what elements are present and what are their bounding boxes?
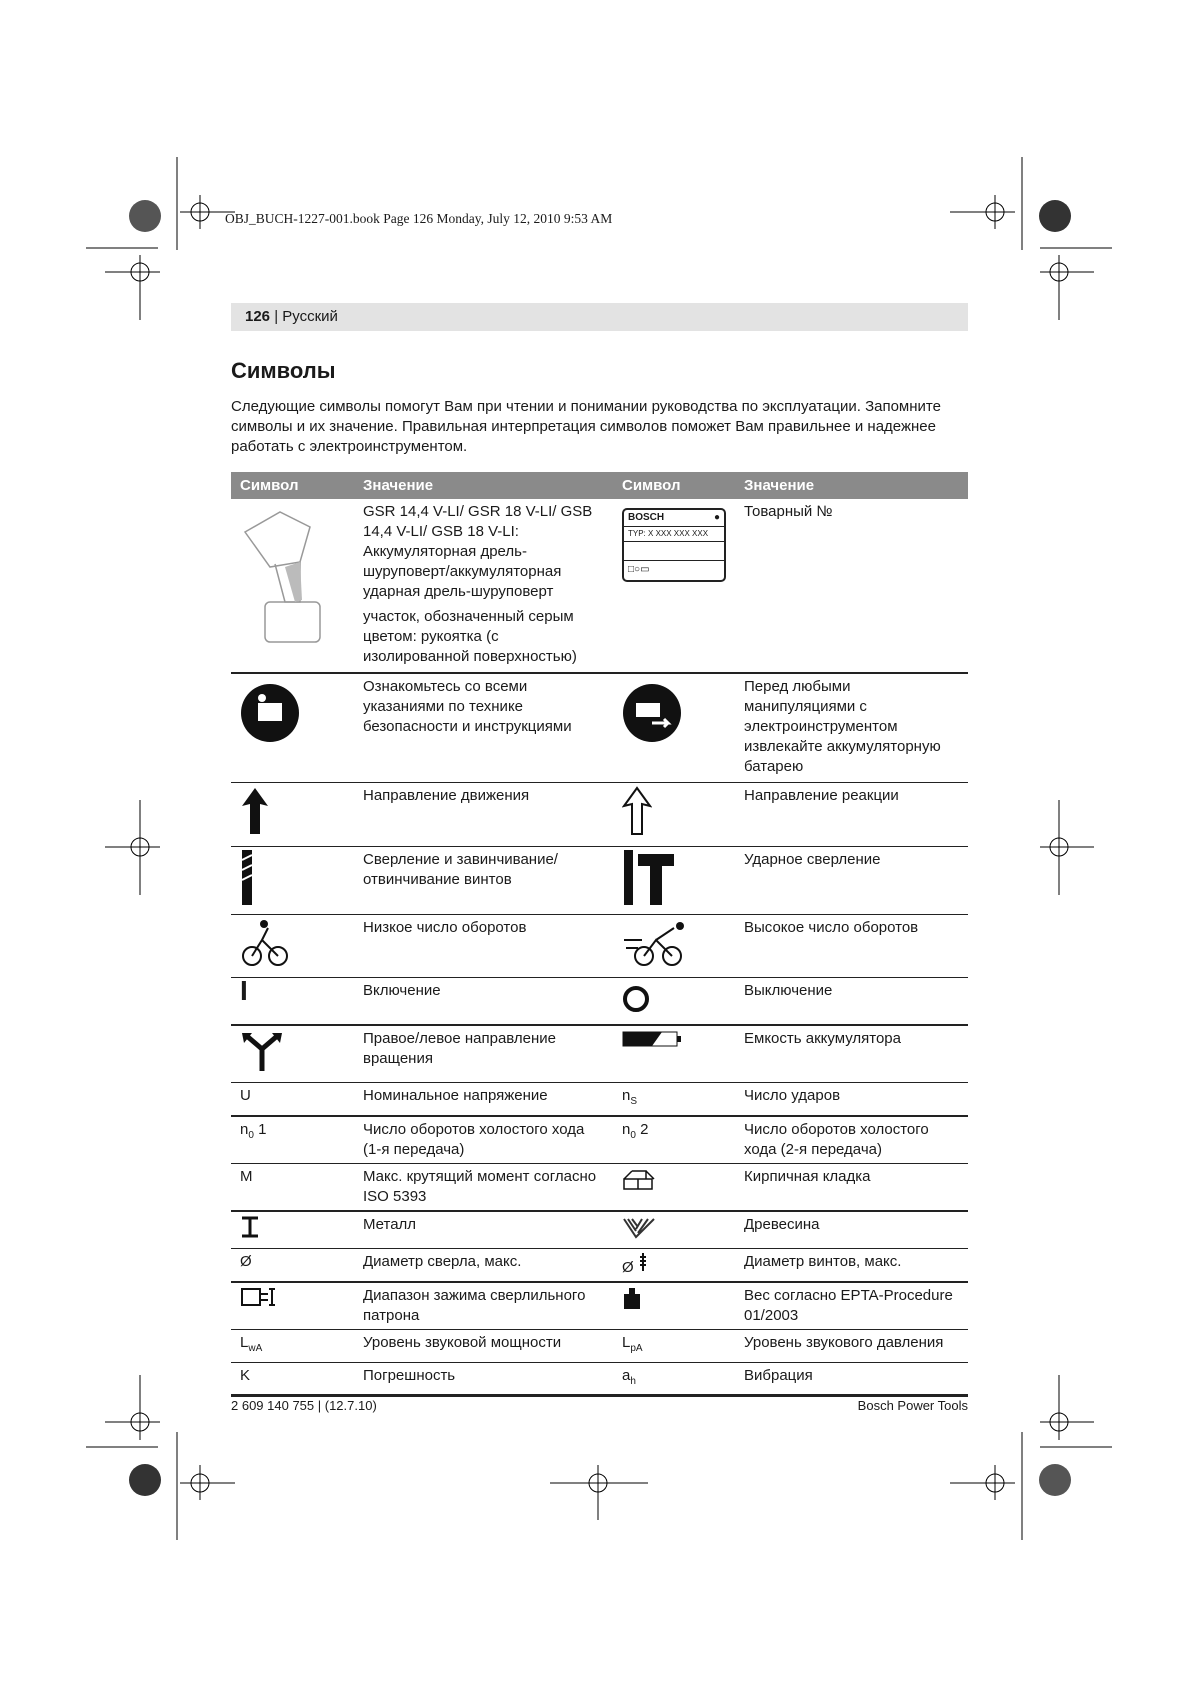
meaning: Емкость аккумулятора — [735, 1025, 968, 1083]
meaning: Число оборотов холостого хода (1-я передача) — [354, 1116, 613, 1164]
label-brand: BOSCH — [628, 512, 665, 523]
meaning: Вес согласно EPTA-Procedure 01/2003 — [735, 1282, 968, 1330]
symbol: $n_0$ 1 — [231, 1116, 354, 1164]
grip-note: участок, обозначенный серым цветом: рукоятка (с изолированной поверхностью) — [363, 608, 577, 665]
symbol: $n_0$ 2 — [613, 1116, 735, 1164]
footer-divider — [231, 1394, 968, 1395]
read-manual-icon — [240, 683, 300, 743]
table-row — [231, 499, 968, 673]
high-speed-bicycle-icon — [622, 918, 687, 968]
meaning: Товарный № — [735, 499, 968, 673]
remove-battery-icon — [622, 683, 682, 743]
table-row — [231, 673, 968, 782]
meaning: Древесина — [735, 1211, 968, 1249]
symbol: $L_{wA}$ — [231, 1329, 354, 1362]
meaning: Диаметр винтов, макс. — [735, 1248, 968, 1282]
meaning: Направление реакции — [735, 782, 968, 846]
meaning: Уровень звуковой мощности — [354, 1329, 613, 1362]
symbol: $n_S$ — [613, 1082, 735, 1116]
drill-bit-icon — [240, 850, 254, 905]
power-off-icon — [622, 981, 652, 1015]
rotation-direction-icon — [240, 1029, 284, 1073]
col-header-symbol-2: Символ — [613, 472, 735, 499]
section-intro: Следующие символы помогут Вам при чтении и понимании руководства по эксплуатации. Запомните символы и их значение. Правильная интерпретация символов поможет Вам правильнее и надежнее работать с электроинструментом. — [231, 398, 941, 455]
section-title: Символы — [231, 358, 336, 383]
table-row — [231, 1329, 968, 1362]
meaning: Металл — [354, 1211, 613, 1249]
meaning: Макс. крутящий момент согласно ISO 5393 — [354, 1163, 613, 1211]
meaning: Выключение — [735, 977, 968, 1025]
symbols-table — [231, 472, 968, 1397]
cordless-drill-icon — [240, 502, 330, 652]
col-header-meaning-2: Значение — [735, 472, 968, 499]
meaning: Сверление и завинчивание/отвинчивание винтов — [354, 846, 613, 914]
meaning: Ознакомьтесь со всеми указаниями по технике безопасности и инструкциями — [354, 673, 613, 782]
meaning: Число ударов — [735, 1082, 968, 1116]
language-label: Русский — [282, 308, 338, 325]
low-speed-bicycle-icon — [240, 918, 290, 968]
meaning: Число оборотов холостого хода (2-я передача) — [735, 1116, 968, 1164]
symbol: Ø — [613, 1248, 735, 1282]
symbol: $L_{pA}$ — [613, 1329, 735, 1362]
col-header-meaning: Значение — [354, 472, 613, 499]
table-row — [231, 782, 968, 846]
reaction-direction-arrow-icon — [622, 786, 652, 836]
impact-drilling-icon — [622, 850, 677, 905]
page-header-bar: 126 | Русский — [231, 303, 968, 331]
book-info: OBJ_BUCH-1227-001.book Page 126 Monday, July 12, 2010 9:53 AM — [225, 211, 613, 226]
symbol: M — [231, 1163, 354, 1211]
table-row — [231, 1362, 968, 1396]
meaning: Высокое число оборотов — [735, 914, 968, 977]
meaning: Направление движения — [354, 782, 613, 846]
drill-models: GSR 14,4 V-LI/ GSR 18 V-LI/ GSB 14,4 V-LI/ GSB 18 V-LI: Аккумуляторная дрель-шуруповерт/аккумуляторная ударная дрель-шуруповерт — [363, 503, 593, 600]
symbol: Ø — [231, 1248, 354, 1282]
meaning: Включение — [354, 977, 613, 1025]
power-on-icon: I — [240, 974, 248, 1006]
meaning: Кирпичная кладка — [735, 1163, 968, 1211]
meaning: Правое/левое направление вращения — [354, 1025, 613, 1083]
meaning: Диапазон зажима сверлильного патрона — [354, 1282, 613, 1330]
screw-icon — [638, 1252, 648, 1272]
table-row — [231, 1116, 968, 1164]
table-row — [231, 846, 968, 914]
brick-masonry-icon — [622, 1167, 662, 1191]
chuck-clamping-range-icon — [240, 1286, 278, 1308]
battery-capacity-icon — [622, 1029, 682, 1049]
table-row — [231, 977, 968, 1025]
metal-icon — [240, 1215, 262, 1239]
label-typ: TYP: X XXX XXX XXX — [624, 527, 724, 542]
table-header — [231, 472, 968, 499]
table-row — [231, 1248, 968, 1282]
table-row — [231, 1082, 968, 1116]
col-header-symbol: Символ — [231, 472, 354, 499]
symbol: $a_h$ — [613, 1362, 735, 1396]
weight-icon — [622, 1286, 642, 1310]
table-row — [231, 1025, 968, 1083]
page-number: 126 — [245, 308, 271, 325]
movement-direction-arrow-icon — [240, 786, 270, 836]
symbol: K — [231, 1362, 354, 1396]
symbol: U — [231, 1082, 354, 1116]
meaning: Диаметр сверла, макс. — [354, 1248, 613, 1282]
table-row — [231, 914, 968, 977]
meaning: Вибрация — [735, 1362, 968, 1396]
table-row — [231, 1282, 968, 1330]
doc-number: 2 609 140 755 | (12.7.10) — [231, 1398, 377, 1413]
meaning: Погрешность — [354, 1362, 613, 1396]
meaning: Ударное сверление — [735, 846, 968, 914]
meaning: Номинальное напряжение — [354, 1082, 613, 1116]
meaning: Низкое число оборотов — [354, 914, 613, 977]
table-row — [231, 1211, 968, 1249]
footer-brand: Bosch Power Tools — [857, 1398, 968, 1413]
nameplate-icon: BOSCH ● TYP: X XXX XXX XXX □○▭ — [622, 508, 726, 582]
wood-icon — [622, 1215, 656, 1239]
meaning: Уровень звукового давления — [735, 1329, 968, 1362]
table-row — [231, 1163, 968, 1211]
meaning: Перед любыми манипуляциями с электроинструментом извлекайте аккумуляторную батарею — [735, 673, 968, 782]
